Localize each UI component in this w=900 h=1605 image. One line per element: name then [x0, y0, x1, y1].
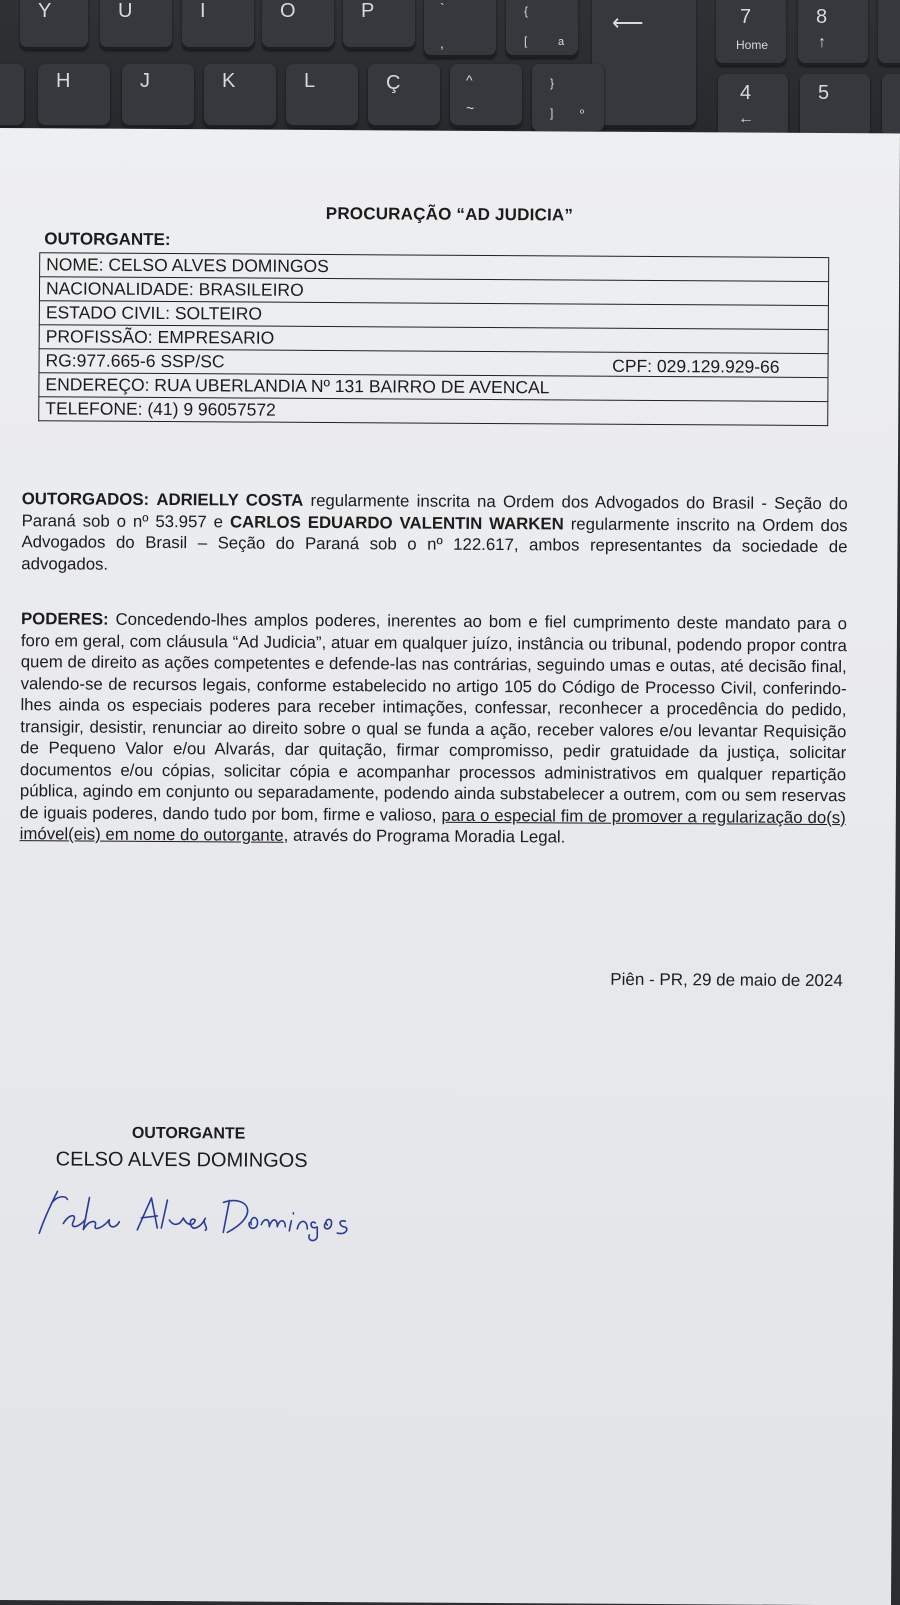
key-label: 4	[740, 82, 752, 104]
key-sub-label: ]	[550, 106, 554, 120]
keyboard	[0, 0, 900, 150]
key-i	[182, 0, 254, 50]
powers-label: PODERES:	[20, 609, 109, 629]
key-sub-label: ~	[466, 100, 475, 116]
field-telefone	[38, 397, 828, 426]
key-label: Y	[38, 0, 52, 22]
key-label: K	[222, 70, 236, 92]
key-9-partial	[878, 0, 900, 66]
grantee-text-1: regularmente inscrita na Ordem dos Advogados do Brasil - Seção do Paraná sob o nº 53.957 e	[21, 490, 848, 531]
key-label: L	[304, 70, 316, 92]
key-h	[38, 64, 110, 128]
key-label: J	[140, 70, 150, 92]
key-label: 8	[816, 6, 828, 28]
field-nacionalidade-text: NACIONALIDADE: BRASILEIRO	[45, 278, 304, 300]
key-p	[343, 0, 415, 50]
key-8-up	[798, 0, 868, 66]
document-title: PROCURAÇÃO “AD JUDICIA”	[325, 203, 574, 225]
key-o	[262, 0, 334, 50]
powers-text: Concedendo-lhes amplos poderes, inerentes ao bom e fiel cumprimento deste mandato para o foro em geral, com cláusula “Ad Judicia”, atuar em qualquer juízo, instância ou tribunal, podendo propor contra quem de direito as ações competentes e defende-las nas contrárias, seguindo umas e outas, até decisão final, valendo-se de recursos legais, conforme estabelecido no artigo 105 do Código de Processo Civil, conferindo-lhes ainda os especiais poderes para receber intimações, confessar, reconhecer a procedência do pedido, transigir, desistir, renunciar ao direito sobre o qual se funda a ação, receber valores e/ou levantar Requisição de Pequeno Valor e/ou Alvarás, dar quitação, firmar compromisso, pedir gratuidade da justiça, solicitar documentos e/ou cópias, solicitar cópia e acompanhar processos administrativos em qualquer repartição pública, agindo em conjunto ou separadamente, podendo ainda substabelecer a outrem, com ou sem reservas de iguais poderes, dando tudo por bom, firme e valioso,	[19, 609, 848, 825]
field-telefone-text: TELEFONE: (41) 9 96057572	[45, 398, 276, 420]
key-label: 7	[740, 6, 752, 28]
field-rg-text: RG:977.665-6 SSP/SC	[45, 350, 225, 372]
key-sub-label: º	[580, 108, 585, 120]
key-sub-label: Home	[736, 38, 769, 52]
key-c-cedilla	[368, 64, 440, 128]
document-page	[0, 128, 900, 1605]
key-label: ^	[466, 72, 473, 88]
key-label: P	[361, 0, 375, 22]
grantor-info-table	[38, 252, 829, 426]
enter-arrow-icon: ⟵	[612, 10, 644, 35]
key-brace-open: { [ a	[506, 0, 578, 58]
key-k	[204, 64, 276, 128]
key-tilde	[450, 64, 522, 128]
arrow-up-icon: ↑	[818, 34, 826, 51]
field-cpf-text: CPF: 029.129.929-66	[612, 355, 780, 377]
powers-tail: , através do Programa Moradia Legal.	[283, 825, 566, 847]
key-label: }	[550, 76, 555, 90]
grantee-name-2: CARLOS EDUARDO VALENTIN WARKEN	[229, 511, 564, 533]
signatory-name: CELSO ALVES DOMINGOS	[55, 1148, 308, 1172]
key-partial-left	[0, 64, 24, 128]
field-nome-text: NOME: CELSO ALVES DOMINGOS	[46, 254, 329, 277]
key-6-partial	[882, 74, 900, 140]
key-label: Ç	[386, 72, 401, 94]
key-label: `	[440, 0, 445, 16]
key-j	[122, 64, 194, 128]
field-estado-civil-text: ESTADO CIVIL: SOLTEIRO	[45, 302, 263, 324]
key-enter	[592, 0, 696, 128]
key-backtick: ` ,	[424, 0, 496, 58]
key-brace-close	[532, 64, 604, 134]
date-line: Piên - PR, 29 de maio de 2024	[610, 969, 843, 991]
arrow-left-icon: ←	[738, 110, 754, 127]
grantees-paragraph	[21, 488, 848, 579]
key-5	[800, 74, 870, 140]
key-7-home	[716, 0, 786, 66]
handwritten-signature	[33, 1173, 413, 1245]
field-endereco-text: ENDEREÇO: RUA UBERLANDIA Nº 131 BAIRRO DE AVENCAL	[45, 374, 550, 398]
grantee-name-1: ADRIELLY COSTA	[156, 489, 304, 510]
key-label: H	[56, 70, 71, 92]
key-label: {	[524, 4, 529, 18]
grantees-label: OUTORGADOS:	[21, 489, 150, 509]
key-label: U	[118, 0, 133, 22]
key-label: 5	[818, 82, 830, 104]
key-u	[100, 0, 172, 50]
key-l	[286, 64, 358, 128]
grantee-text-2: regularmente inscrito na Ordem dos Advogados do Brasil – Seção do Paraná sob o nº 122.617, ambos representantes da sociedade de advogados.	[21, 513, 848, 574]
key-4-left	[718, 74, 788, 140]
powers-paragraph	[20, 608, 847, 850]
field-profissao-text: PROFISSÃO: EMPRESARIO	[45, 326, 275, 348]
powers-special-purpose: para o especial fim de promover a regularização do(s) imóvel(eis) em nome do outorgante	[19, 805, 846, 845]
grantor-heading: OUTORGANTE:	[44, 229, 171, 250]
key-label: I	[200, 0, 206, 22]
key-label: O	[280, 0, 296, 22]
signature-label: OUTORGANTE	[131, 1124, 246, 1143]
key-y	[20, 0, 88, 50]
